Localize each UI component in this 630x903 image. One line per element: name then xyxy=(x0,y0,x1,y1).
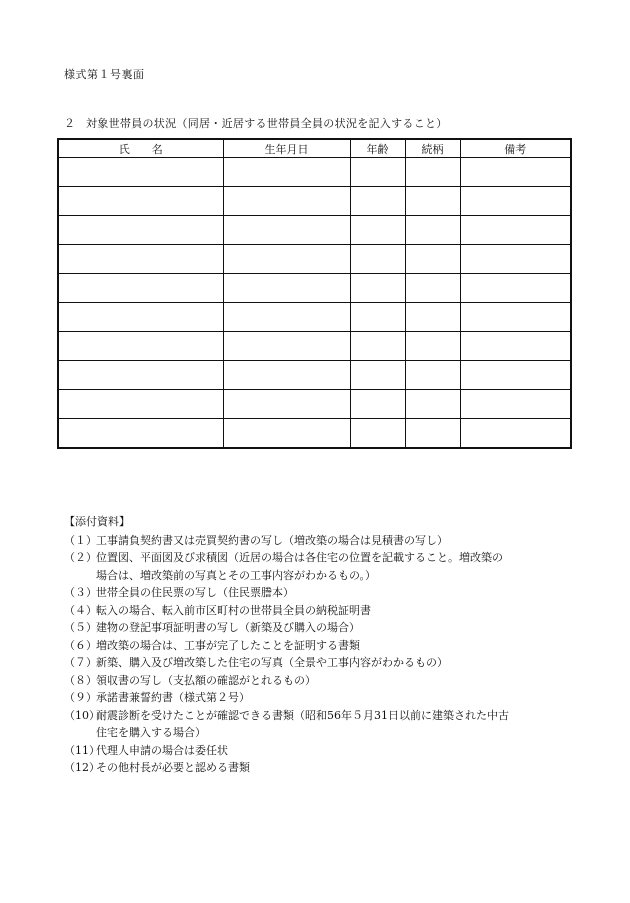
section-number: ２ xyxy=(64,117,76,130)
remarks-cell[interactable] xyxy=(460,187,571,216)
list-item-number: （９） xyxy=(64,691,97,704)
age-cell[interactable] xyxy=(350,390,405,419)
age-cell[interactable] xyxy=(350,303,405,332)
table-row xyxy=(58,303,571,332)
table-row xyxy=(58,332,571,361)
table-row xyxy=(58,216,571,245)
birthdate-cell[interactable] xyxy=(223,419,350,449)
list-item-text: 世帯全員の住民票の写し（住民票謄本） xyxy=(96,586,294,599)
relationship-cell[interactable] xyxy=(405,303,460,332)
list-item xyxy=(64,672,584,690)
list-item xyxy=(64,637,584,655)
relationship-cell[interactable] xyxy=(405,390,460,419)
remarks-cell[interactable] xyxy=(460,419,571,449)
list-item xyxy=(64,707,584,742)
list-item-number: （３） xyxy=(64,586,97,599)
birthdate-cell[interactable] xyxy=(223,187,350,216)
list-item xyxy=(64,584,584,602)
list-item-text: その他村長が必要と認める書類 xyxy=(96,761,250,774)
remarks-cell[interactable] xyxy=(460,332,571,361)
relationship-cell[interactable] xyxy=(405,158,460,187)
attachments-heading: 【添付資料】 xyxy=(64,515,130,528)
remarks-cell[interactable] xyxy=(460,390,571,419)
list-item-number: （７） xyxy=(64,656,97,669)
relationship-cell[interactable] xyxy=(405,187,460,216)
remarks-cell[interactable] xyxy=(460,245,571,274)
name-cell[interactable] xyxy=(58,245,223,274)
header-age: 年齢 xyxy=(350,139,405,158)
list-item xyxy=(64,759,584,777)
list-item-number: （10） xyxy=(64,708,100,722)
list-item xyxy=(64,654,584,672)
birthdate-cell[interactable] xyxy=(223,303,350,332)
age-cell[interactable] xyxy=(350,245,405,274)
name-cell[interactable] xyxy=(58,187,223,216)
list-item-text: 代理人申請の場合は委任状 xyxy=(96,743,228,757)
list-item-text: 工事請負契約書又は売買契約書の写し（増改築の場合は見積書の写し） xyxy=(96,533,448,547)
section-title xyxy=(64,115,448,131)
list-item-number: （８） xyxy=(64,673,97,687)
list-item xyxy=(64,532,584,550)
list-item-number: （５） xyxy=(64,621,97,634)
list-item xyxy=(64,619,584,637)
age-cell[interactable] xyxy=(350,158,405,187)
section-title-text: 対象世帯員の状況（同居・近居する世帯員全員の状況を記入すること） xyxy=(86,117,448,130)
list-item-text: 転入の場合、転入前市区町村の世帯員全員の納税証明書 xyxy=(96,603,371,617)
table-header-row xyxy=(58,139,571,158)
birthdate-cell[interactable] xyxy=(223,274,350,303)
list-item xyxy=(64,689,584,707)
remarks-cell[interactable] xyxy=(460,303,571,332)
table-row xyxy=(58,390,571,419)
remarks-cell[interactable] xyxy=(460,216,571,245)
list-item-text: 位置図、平面図及び求積図（近居の場合は各住宅の位置を記載すること。増改築の xyxy=(96,551,503,564)
name-cell[interactable] xyxy=(58,158,223,187)
list-item-text: 新築、購入及び増改築した住宅の写真（全景や工事内容がわかるもの） xyxy=(96,656,448,669)
remarks-cell[interactable] xyxy=(460,274,571,303)
name-cell[interactable] xyxy=(58,303,223,332)
name-cell[interactable] xyxy=(58,216,223,245)
age-cell[interactable] xyxy=(350,187,405,216)
list-item xyxy=(64,742,584,760)
header-birthdate: 生年月日 xyxy=(223,139,350,158)
list-item-number: （12） xyxy=(64,761,100,774)
table-row xyxy=(58,187,571,216)
birthdate-cell[interactable] xyxy=(223,361,350,390)
age-cell[interactable] xyxy=(350,419,405,449)
header-remarks: 備考 xyxy=(460,139,571,158)
list-item-text: 承諾書兼誓約書（様式第２号） xyxy=(96,691,250,704)
attachments-list xyxy=(64,532,584,777)
table-row xyxy=(58,361,571,390)
relationship-cell[interactable] xyxy=(405,361,460,390)
list-item-text: 場合は、増改築前の写真とその工事内容がわかるもの。） xyxy=(96,568,377,582)
list-item-number: （２） xyxy=(64,551,97,564)
relationship-cell[interactable] xyxy=(405,245,460,274)
relationship-cell[interactable] xyxy=(405,332,460,361)
list-item xyxy=(64,549,584,584)
age-cell[interactable] xyxy=(350,361,405,390)
remarks-cell[interactable] xyxy=(460,158,571,187)
birthdate-cell[interactable] xyxy=(223,216,350,245)
name-cell[interactable] xyxy=(58,361,223,390)
list-item-text: 耐震診断を受けたことが確認できる書類（昭和56年５月31日以前に建築された中古 xyxy=(96,708,509,722)
list-item-text: 増改築の場合は、工事が完了したことを証明する書類 xyxy=(96,638,360,652)
birthdate-cell[interactable] xyxy=(223,245,350,274)
relationship-cell[interactable] xyxy=(405,419,460,449)
attachments-section xyxy=(64,513,584,777)
relationship-cell[interactable] xyxy=(405,216,460,245)
remarks-cell[interactable] xyxy=(460,361,571,390)
list-item xyxy=(64,602,584,620)
age-cell[interactable] xyxy=(350,274,405,303)
name-cell[interactable] xyxy=(58,419,223,449)
list-item-number: （11） xyxy=(64,743,100,757)
list-item-text: 住宅を購入する場合） xyxy=(96,726,206,739)
form-label: 様式第１号裏面 xyxy=(64,68,145,81)
table-row xyxy=(58,245,571,274)
table-row xyxy=(58,419,571,449)
header-name: 氏 名 xyxy=(58,139,223,158)
table-row xyxy=(58,158,571,187)
age-cell[interactable] xyxy=(350,216,405,245)
name-cell[interactable] xyxy=(58,274,223,303)
household-members-table xyxy=(57,138,572,449)
list-item-number: （４） xyxy=(64,603,97,617)
name-cell[interactable] xyxy=(58,332,223,361)
age-cell[interactable] xyxy=(350,332,405,361)
list-item-number: （１） xyxy=(64,533,97,547)
list-item-text: 建物の登記事項証明書の写し（新築及び購入の場合） xyxy=(96,621,360,634)
table-row xyxy=(58,274,571,303)
list-item-text: 領収書の写し（支払額の確認がとれるもの） xyxy=(96,673,316,687)
birthdate-cell[interactable] xyxy=(223,332,350,361)
birthdate-cell[interactable] xyxy=(223,390,350,419)
relationship-cell[interactable] xyxy=(405,274,460,303)
header-relationship: 続柄 xyxy=(405,139,460,158)
birthdate-cell[interactable] xyxy=(223,158,350,187)
list-item-number: （６） xyxy=(64,638,97,652)
name-cell[interactable] xyxy=(58,390,223,419)
